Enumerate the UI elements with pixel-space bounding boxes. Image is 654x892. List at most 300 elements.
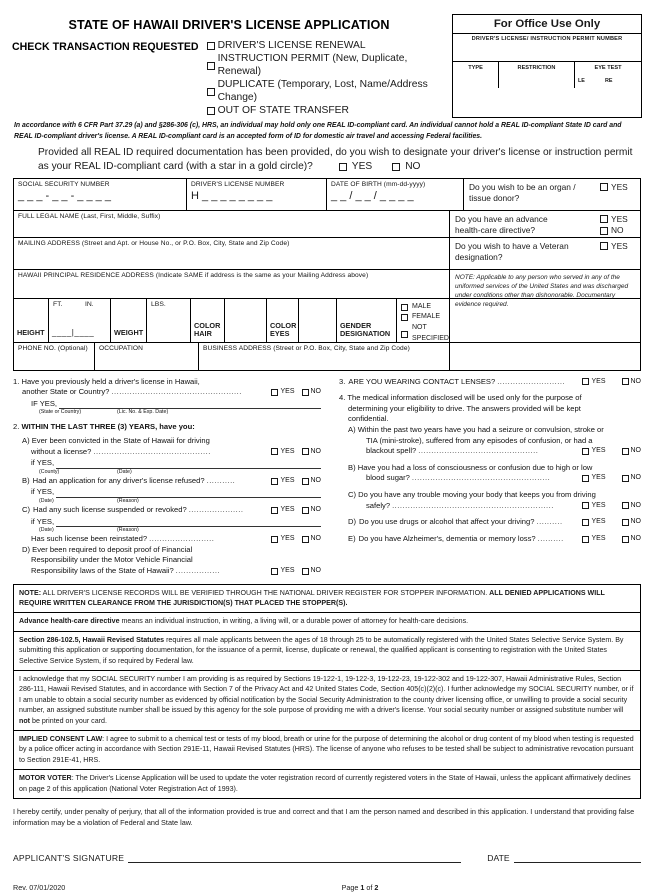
page-title: STATE OF HAWAII DRIVER'S LICENSE APPLICATION [68,18,390,32]
real-id-no-option[interactable] [392,160,420,174]
question-1-captions [13,409,321,416]
ssn-input-mask[interactable]: _ _ _ - _ _ - _ _ _ _ [18,189,111,202]
question-2c-answers [271,505,321,516]
legal-ssn-box [14,671,640,731]
organ-donor-line1: Do you wish to be an organ / [469,181,576,192]
applicant-signature-label: APPLICANT'S SIGNATURE [13,852,125,863]
checkbox-icon[interactable] [582,378,589,385]
checkbox-icon[interactable] [582,448,589,455]
question-2c-captions [13,527,321,534]
certification-text: I hereby certify, under penalty of perjury, that all of the information provided is true and correct and that I am the person named and described in this application. I understand that providing false information may be a violation of Federal and State law. [13,807,635,827]
checkbox-icon[interactable] [271,568,278,575]
question-2b-label: B) [22,475,30,485]
advance-directive-no-option[interactable] [600,225,636,236]
veteran-yes-option[interactable] [600,241,636,252]
no-label: NO [630,447,641,455]
dot-leader: ..................................................... [411,473,551,483]
yes-label: YES [591,377,606,385]
office-re-label: RE [605,78,613,84]
date-label: DATE [487,852,510,863]
veteran-note-cell [450,270,640,309]
question-4a-label: A) [348,425,356,434]
question-4a-line2: TIA (mini-stroke), suffered from any episodes of confusion, or had a [366,435,593,445]
height-label-cell [14,299,49,342]
header-left [12,14,452,118]
organ-donor-yes-label: YES [611,181,628,192]
legal-implied-text: : I agree to submit to a chemical test or tests of my blood, breath or urine for the purpose of determining the alcohol or drug content of my blood when testing is requested by a police officer acting in accordance with Section 291E-11, Hawaii Revised Statutes (HRS). The license of anyone who refuses to be tested shall be subject to administrative revocation pursuant to Section 291E-41, HRS. [19,735,634,764]
question-4 [339,393,641,544]
page-header [0,0,654,118]
no-label: NO [310,566,321,574]
hair-color-input-cell[interactable] [225,299,267,342]
checkbox-icon[interactable] [302,568,309,575]
question-1-ifyes-label: IF YES, [31,398,58,408]
hair-color-label-line1: COLOR [194,320,221,330]
phone-field[interactable] [14,343,95,370]
advance-directive-yes-option[interactable] [600,214,636,225]
question-4b-line1 [339,463,641,474]
question-2a-caption1: (County) [39,468,60,475]
legal-motor-voter-box [14,770,640,798]
gender-designation-label-cell [337,299,397,342]
residence-address-field[interactable] [14,270,450,298]
dot-leader: .......... [537,533,564,543]
organ-donor-text [469,182,598,205]
question-4c-text1: Do you have any trouble moving your body that keeps you from driving [358,489,596,499]
weight-label-cell [111,299,147,342]
question-2b-answers [271,476,321,487]
checkbox-icon[interactable] [600,183,608,191]
applicant-signature-input[interactable] [128,853,461,863]
question-4-line1 [339,393,641,404]
office-use-title: For Office Use Only [453,15,641,34]
question-2a-caption2: (Date) [117,468,132,475]
legal-motor-text: : The Driver's License Application will be used to update the voter registration record of currently registered voters in the State of Hawaii, unless the applicant affirmatively declines on page 2 of this application (National Voter Registration Act of 1993). [19,774,631,793]
question-4e-text: Do you have Alzheimer's, dementia or memory loss? [358,533,536,543]
question-1-text1: Have you previously held a driver's license in Hawaii, [21,376,200,386]
yes-label: YES [591,474,606,482]
checkbox-icon[interactable] [302,507,309,514]
checkbox-icon[interactable] [582,536,589,543]
revision-label: Rev. 07/01/2020 [13,882,66,892]
dot-leader: ............................................. [93,446,211,456]
question-1-line1 [13,377,321,388]
question-4d-label: D) [348,517,357,527]
transaction-option-out-of-state[interactable] [207,105,446,117]
row-phone-occupation-business [14,343,640,371]
eye-color-input-cell[interactable] [299,299,337,342]
question-2b-ifyes-label: if YES, [31,487,55,497]
page-footer [13,883,641,892]
lbs-label: LBS. [151,300,166,308]
legal-selective-bold: Section 286-102.5, Hawaii Revised Statutes [19,635,165,644]
question-2a-answers [271,447,321,458]
question-2a-line1 [13,436,321,447]
legal-note-bold2: ALL DENIED APPLICATIONS WILL REQUIRE WRITTEN CLEARANCE FROM THE JURISDICTION(S) THAT PLACED THE STOPPER(S). [19,588,605,607]
real-id-question [0,144,654,177]
question-1-number: 1. [13,376,20,386]
question-4b-answers [582,473,641,484]
weight-input-cell[interactable] [147,299,191,342]
checkbox-icon[interactable] [600,215,608,223]
question-4b-text2: blood sugar? [366,473,410,483]
physical-description-cells [14,299,450,342]
full-name-label: FULL LEGAL NAME (Last, First, Middle, Suffix) [18,212,161,220]
legal-selective-service-box [14,632,640,671]
real-id-italic-note: In accordance with 6 CFR Part 37.29 (a) and §286-306 (c), HRS, an individual may hold only one REAL ID-compliant card. An individual cannot hold a REAL ID-compliant State ID card and REAL ID-compliant driver's license. A REAL ID-compliant card is an accepted form of ID for domestic air travel and accessing Federal facilities. [14,122,622,140]
question-4-number: 4. [339,393,346,403]
question-4b-label: B) [348,462,356,472]
legal-advance-directive-box [14,613,640,631]
checkbox-icon[interactable] [271,389,278,396]
veteran-designation-question [450,238,640,269]
inches-label: IN. [85,300,94,308]
checkbox-icon[interactable] [622,378,629,385]
question-2b-caption2: (Reason) [117,497,139,504]
question-2d-label: D) [22,544,31,554]
no-label: NO [630,501,641,509]
question-4a-text1: Within the past two years have you had a seizure or convulsion, stroke or [357,425,604,434]
gender-designation-label [340,322,390,339]
legal-ssn-bold-not: not [19,716,31,725]
transaction-section [12,40,446,118]
ssn-field[interactable] [14,179,187,210]
mailing-address-label: MAILING ADDRESS (Street and Apt. or House No., or P.O. Box, City, State and Zip Code) [18,239,290,247]
no-label: NO [310,535,321,543]
office-le-label: LE [578,78,585,84]
veteran-designation-row [450,238,640,269]
yes-label: YES [280,388,295,396]
organ-donor-line2: tissue donor? [469,193,520,204]
no-label: NO [310,505,321,513]
gender-option-male[interactable] [401,302,449,313]
organ-donor-row [464,179,640,210]
checkbox-icon[interactable] [622,519,629,526]
veteran-yes-label: YES [611,240,628,251]
checkbox-icon[interactable] [271,507,278,514]
legal-note-box [14,585,640,614]
checkbox-icon[interactable] [302,389,309,396]
checkbox-icon[interactable] [392,163,400,171]
question-2d-text3: Responsibility laws of the State of Hawaii? [31,565,174,575]
empty-side-cell [450,343,640,370]
checkbox-icon[interactable] [622,475,629,482]
questions-left-column [13,377,327,577]
dob-field[interactable] [327,179,464,210]
question-2-number: 2. [13,422,20,432]
question-2c2-answers [271,534,321,545]
question-2c-caption2: (Reason) [117,527,139,534]
yes-label: YES [591,518,606,526]
legal-ssn-text2: be printed on your card. [30,716,107,725]
question-2c-ifyes-label: if YES, [31,516,55,526]
office-type-cell: TYPE [453,62,499,88]
page-number [296,883,641,892]
organ-donor-question [464,179,640,210]
dl-mask: _ _ _ _ _ _ _ _ [202,189,273,202]
legal-implied-consent-box [14,731,640,770]
no-label: NO [630,474,641,482]
gender-option-female[interactable] [401,312,449,323]
question-2b-captions [13,498,321,505]
real-id-yes-option[interactable] [339,160,372,174]
advance-directive-question [450,211,640,237]
legal-selective-text: requires all male applicants between the ages of 18 through 25 to be automatically registered with the United States Selective Service System. By submitting this application or supporting documentation, for the issuance of a permit, license, duplicate or renewal, the qualified applicant is consenting to registration with the United States Selective Service System, if so required by Federal law. [19,635,624,665]
checkbox-icon[interactable] [302,478,309,485]
organ-donor-yes-option[interactable] [600,182,636,193]
no-label: NO [310,447,321,455]
real-id-question-line1: Provided all REAL ID required documentation has been provided, do you wish to designate your driver's license or instruction permit [38,147,633,159]
office-use-box [452,14,642,118]
question-2c-ifyes [13,517,321,528]
transaction-option-renewal[interactable] [207,40,446,52]
advance-directive-options [598,214,636,237]
veteran-options [598,241,636,252]
veteran-designation-text [455,241,598,264]
checkbox-icon[interactable] [271,478,278,485]
questions-right-column [327,377,641,577]
question-2d-line3 [13,566,321,577]
veteran-line2: designation? [455,252,503,263]
question-4a-answers [582,446,641,457]
question-2d-answers [271,566,321,577]
legal-advance-bold: Advance health-care directive [19,617,120,626]
dl-prefix: H [191,189,199,202]
weight-label: WEIGHT [114,328,144,338]
yes-label: YES [591,501,606,509]
question-2d-line2: Responsibility under the Motor Vehicle Financial [31,555,193,565]
dl-number-field[interactable] [187,179,327,210]
yes-label: YES [591,447,606,455]
transaction-option-instruction-permit[interactable] [207,53,446,78]
gender-option-not-specified[interactable] [401,323,449,345]
signature-row [13,853,641,863]
question-3-number: 3. [339,376,346,386]
eye-color-label [270,322,296,339]
eye-color-label-line2: EYES [270,329,290,339]
checkbox-icon[interactable] [600,242,608,250]
question-2b-ifyes-input[interactable] [56,489,321,498]
question-2b-line [13,476,321,487]
question-2d-line1 [13,545,321,556]
organ-donor-options [598,182,636,193]
dot-leader: ........... [206,475,236,485]
question-2-title-row [13,422,321,433]
real-id-question-line2: as your REAL ID-compliant card (with a star in a gold circle)? [38,161,313,173]
page-prefix: Page [341,882,361,892]
checkbox-icon[interactable] [401,304,408,311]
transaction-option-label: DRIVER'S LICENSE RENEWAL [217,40,366,51]
office-eye-test-cell [575,62,641,88]
no-label: NO [310,388,321,396]
advance-directive-row [450,211,640,237]
checkbox-icon[interactable] [207,42,215,50]
question-2a-label: A) [22,436,30,445]
dot-leader: .......... [536,517,563,527]
feet-label: FT. [53,300,63,308]
dot-leader: .............................................. [418,446,539,456]
dob-label: DATE OF BIRTH (mm-dd-yyyy) [331,180,426,188]
gender-label-line2: DESIGNATION [340,329,391,339]
question-4b-text1: Have you had a loss of consciousness or confusion due to high or low [357,462,593,472]
checkbox-icon[interactable] [582,475,589,482]
legal-notices [13,584,641,800]
page-total: 2 [374,882,379,892]
question-2a-captions [13,469,321,476]
occupation-field[interactable] [95,343,199,370]
checkbox-icon[interactable] [622,536,629,543]
dl-number-label: DRIVER'S LICENSE NUMBER [191,180,285,188]
legal-advance-text: means an individual instruction, in writing, a living will, or a durable power of attorney for health-care decisions. [119,617,469,626]
business-address-label: BUSINESS ADDRESS (Street or P.O. Box, City, State and Zip Code) [203,344,410,352]
real-id-question-line2-row [38,160,641,174]
question-2c-line [13,505,321,516]
checkbox-icon[interactable] [302,448,309,455]
question-3-text: ARE YOU WEARING CONTACT LENSES? [348,376,496,386]
question-4c-line2 [339,501,641,512]
eye-color-label-cell [267,299,299,342]
gender-label-line1: GENDER [340,320,372,330]
question-1-caption2: (Lic. No. & Exp. Date) [117,409,169,416]
yes-label: YES [280,566,295,574]
question-4a-line1 [339,425,641,436]
question-4e-line [339,534,641,545]
transaction-options [207,40,446,118]
question-2a-ifyes-input[interactable] [56,460,321,469]
checkbox-icon[interactable] [207,62,215,70]
gender-option-label: MALE [412,302,432,310]
question-4a-text3: blackout spell? [366,446,417,456]
mailing-address-field[interactable] [14,238,450,269]
checkbox-icon[interactable] [207,107,215,115]
transaction-option-duplicate[interactable] [207,79,446,104]
dot-leader: ..................... [188,504,244,514]
question-2 [13,422,321,576]
row-mailing-address [14,238,640,270]
yes-label: YES [280,535,295,543]
checkbox-icon[interactable] [582,519,589,526]
question-1-text2: another State or Country? [22,387,110,397]
height-input-cell[interactable] [49,299,111,342]
question-4b-line2 [339,473,641,484]
questions-area [13,377,641,577]
row-ssn-dl-dob [14,179,640,211]
dob-input-mask[interactable]: _ _ / _ _ / _ _ _ _ [331,189,414,202]
question-4-line3: confidential. [348,414,389,424]
question-2-title: WITHIN THE LAST THREE (3) YEARS, have you: [21,422,195,432]
veteran-note-continued-cell [450,299,640,342]
business-address-field[interactable] [199,343,450,370]
checkbox-icon[interactable] [401,314,408,321]
question-3-answers [582,377,641,388]
residence-address-label: HAWAII PRINCIPAL RESIDENCE ADDRESS (Indicate SAME if address is the same as your Mailing Address above) [18,271,369,279]
page-current: 1 [360,882,365,892]
legal-ssn-text1: I acknowledge that my SOCIAL SECURITY number I am providing is as required by Sections 19-122-1, 19-122-3, 19-122-23, 19-122-302 and 19-122-307, Hawaii Administrative Rules, Section 286-111, Hawaii Revised Statutes, and in accordance with Section 7 of the Privacy Act and 42 United States Code, Section 405(c)(2)(c). I further acknowledge my SOCIAL SECURITY number, or if I am unable to obtain a social security number as evidenced by official notification by the Social Security Administration to the county driver licensing office, or unwilling to provide a social security number, an assigned substitute number shall be issued by this agency for the sole purpose of providing me with a driver's license. Your social security number or assigned substitute number will [19,674,634,715]
checkbox-icon[interactable] [207,88,215,96]
checkbox-icon[interactable] [582,502,589,509]
advance-directive-text [455,214,598,237]
dl-number-input-mask[interactable] [191,190,322,202]
checkbox-icon[interactable] [339,163,347,171]
question-2d-text1: Ever been required to deposit proof of Financial [32,544,193,554]
checkbox-icon[interactable] [600,227,608,235]
question-2b-text: Had an application for any driver's license refused? [32,475,205,485]
checkbox-icon[interactable] [622,448,629,455]
legal-note-bold: NOTE: [19,588,42,597]
question-1-ifyes [13,399,321,410]
question-4-text1: The medical information disclosed will be used only for the purpose of [347,393,582,403]
question-2b-ifyes [13,487,321,498]
gender-option-label: FEMALE [412,313,441,321]
ssn-label: SOCIAL SECURITY NUMBER [18,180,110,188]
question-3 [339,377,641,388]
question-4e-label: E) [348,533,356,543]
gender-option-label: NOT SPECIFIED [412,324,449,343]
eye-color-label-line1: COLOR [270,320,297,330]
transaction-option-label: INSTRUCTION PERMIT (New, Duplicate, Renewal) [217,53,408,77]
yes-label: YES [280,447,295,455]
question-4c-answers [582,501,641,512]
row-full-name [14,211,640,238]
question-4d-line [339,517,641,528]
checkbox-icon[interactable] [302,536,309,543]
question-1-ifyes-input[interactable] [59,400,321,409]
height-blank-lines[interactable]: ____|____ [52,327,95,337]
no-label: NO [630,518,641,526]
question-4c-text2: safely? [366,500,391,510]
full-name-field[interactable] [14,211,450,237]
office-detail-cells [453,62,641,88]
row-physical-description [14,299,640,343]
gender-options-cell [397,299,449,342]
checkbox-icon[interactable] [622,502,629,509]
hair-color-label-cell [191,299,225,342]
checkbox-icon[interactable] [271,536,278,543]
dot-leader: .......................... [497,376,566,386]
no-label: NO [310,476,321,484]
advance-directive-line2: health-care directive? [455,225,536,236]
yes-label: YES [591,534,606,542]
applicant-fields-grid [13,178,641,371]
question-4-line2: determining your eligibility to drive. The answers provided will be kept [348,403,581,413]
checkbox-icon[interactable] [271,448,278,455]
question-4c-label: C) [348,489,357,499]
question-2a-text2: without a license? [31,446,92,456]
question-4a-line3 [339,446,641,457]
office-restriction-cell: RESTRICTION [499,62,575,88]
question-2c-text: Had any such license suspended or revoked? [33,504,187,514]
checkbox-icon[interactable] [401,331,408,338]
real-id-no-label: NO [405,161,421,173]
question-2c2-line [13,534,321,545]
yes-label: YES [280,476,295,484]
question-2a-ifyes-label: if YES, [31,458,55,468]
dot-leader: ................. [175,565,221,575]
question-2c2-text: Has such license been reinstated? [31,534,148,544]
real-id-yes-label: YES [351,161,373,173]
question-1 [13,377,321,417]
veteran-line1: Do you wish to have a Veteran [455,240,569,251]
date-input[interactable] [514,853,641,863]
dot-leader: .................................................. [111,387,242,397]
legal-motor-bold: MOTOR VOTER [19,774,72,783]
question-4c-line1 [339,490,641,501]
office-eye-test-label: EYE TEST [594,65,622,71]
question-2c-label: C) [22,504,31,514]
office-dl-number-label: DRIVER'S LICENSE/ INSTRUCTION PERMIT NUMBER [453,34,641,62]
question-2c-ifyes-input[interactable] [56,518,321,527]
transaction-option-label: OUT OF STATE TRANSFER [217,105,349,117]
